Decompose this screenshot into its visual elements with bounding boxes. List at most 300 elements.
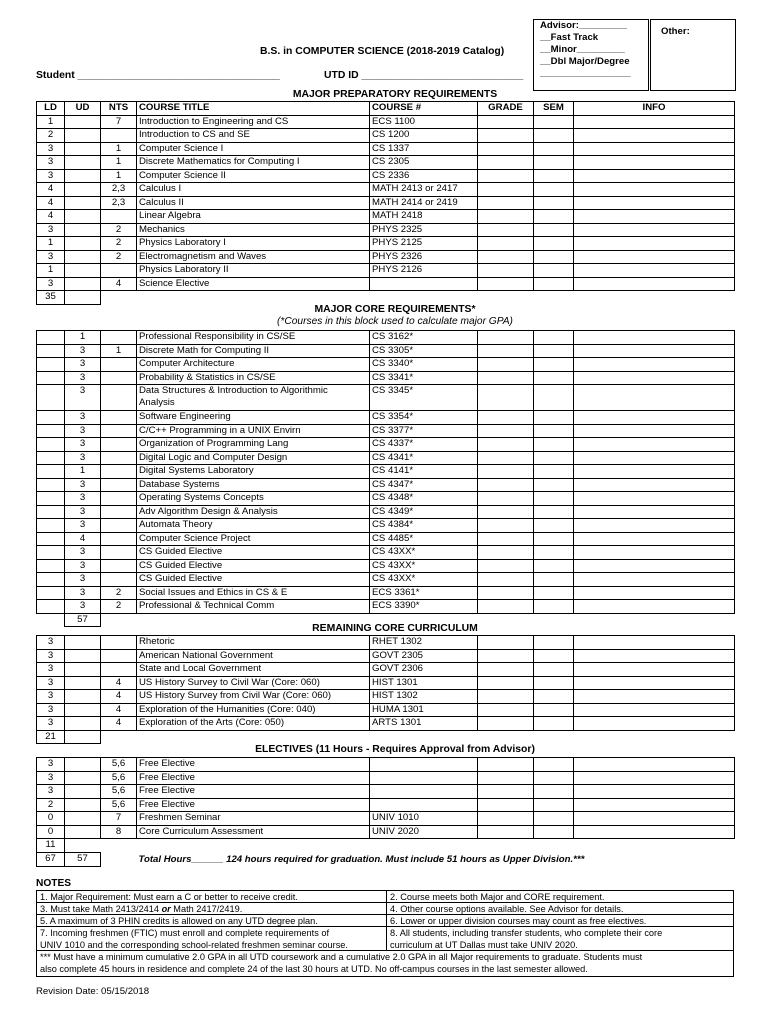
course-number-cell: CS 3341*	[370, 371, 478, 385]
course-number-cell: CS 2305	[370, 156, 478, 170]
sem-cell[interactable]	[534, 573, 574, 587]
blank-cell	[534, 291, 574, 305]
sem-cell[interactable]	[534, 825, 574, 839]
sem-cell[interactable]	[534, 663, 574, 677]
info-cell[interactable]	[574, 703, 735, 717]
sem-cell[interactable]	[534, 478, 574, 492]
blank-cell	[574, 730, 735, 744]
blank-cell	[101, 291, 137, 305]
grade-cell[interactable]	[478, 676, 534, 690]
info-cell[interactable]	[574, 690, 735, 704]
prep-row	[37, 183, 735, 197]
nts-cell	[101, 505, 137, 519]
ld-cell: 3	[37, 250, 65, 264]
info-cell[interactable]	[574, 411, 735, 425]
note-footer-line1: *** Must have a minimum cumulative 2.0 GPA in all UTD coursework and a cumulative 2.0 GPA in all Major requirements to graduate. Students must	[40, 952, 643, 962]
core-row	[37, 586, 735, 600]
core-row	[37, 358, 735, 372]
info-cell[interactable]	[574, 277, 735, 291]
info-cell[interactable]	[574, 717, 735, 731]
ud-cell: 3	[65, 505, 101, 519]
sem-cell[interactable]	[534, 264, 574, 278]
info-cell[interactable]	[574, 331, 735, 345]
blank-cell	[101, 613, 137, 627]
sem-cell[interactable]	[534, 196, 574, 210]
ud-cell	[65, 237, 101, 251]
info-cell[interactable]	[574, 169, 735, 183]
ud-cell	[65, 703, 101, 717]
grade-cell[interactable]	[478, 703, 534, 717]
course-title-cell: Linear Algebra	[137, 210, 370, 224]
core-row	[37, 331, 735, 345]
course-number-cell: UNIV 2020	[370, 825, 478, 839]
prep-row	[37, 277, 735, 291]
note-2: 2. Course meets both Major and CORE requirement.	[386, 890, 734, 903]
grade-cell[interactable]	[478, 505, 534, 519]
remaining-row	[37, 703, 735, 717]
blank-cell	[101, 730, 137, 744]
ud-cell	[65, 264, 101, 278]
grade-cell[interactable]	[478, 636, 534, 650]
sem-cell[interactable]	[534, 237, 574, 251]
sem-cell[interactable]	[534, 559, 574, 573]
nts-cell	[101, 465, 137, 479]
info-cell[interactable]	[574, 492, 735, 506]
nts-cell	[101, 438, 137, 452]
ld-cell: 3	[37, 649, 65, 663]
info-cell[interactable]	[574, 825, 735, 839]
blank-cell	[37, 613, 65, 627]
info-cell[interactable]	[574, 758, 735, 772]
ld-cell	[37, 586, 65, 600]
info-cell[interactable]	[574, 371, 735, 385]
ud-cell: 4	[65, 532, 101, 546]
course-number-cell: MATH 2413 or 2417	[370, 183, 478, 197]
grade-cell[interactable]	[478, 385, 534, 411]
info-cell[interactable]	[574, 424, 735, 438]
sem-cell[interactable]	[534, 465, 574, 479]
note-8-line1: 8. All students, including transfer students, who complete their core	[390, 928, 663, 938]
info-cell[interactable]	[574, 451, 735, 465]
info-cell[interactable]	[574, 771, 735, 785]
note-1: 1. Major Requirement: Must earn a C or better to receive credit.	[36, 890, 387, 903]
sem-cell[interactable]	[534, 223, 574, 237]
course-title-cell: Free Elective	[137, 785, 370, 799]
info-cell[interactable]	[574, 798, 735, 812]
sem-cell[interactable]	[534, 586, 574, 600]
ld-cell	[37, 505, 65, 519]
course-number-cell: CS 3354*	[370, 411, 478, 425]
info-cell[interactable]	[574, 196, 735, 210]
grade-cell[interactable]	[478, 546, 534, 560]
nts-cell: 1	[101, 344, 137, 358]
note-footer	[36, 950, 734, 977]
sem-cell[interactable]	[534, 785, 574, 799]
core-row	[37, 438, 735, 452]
nts-cell: 4	[101, 690, 137, 704]
ud-cell	[65, 156, 101, 170]
course-title-cell: Rhetoric	[137, 636, 370, 650]
grade-cell[interactable]	[478, 649, 534, 663]
grade-cell[interactable]	[478, 438, 534, 452]
sem-cell[interactable]	[534, 519, 574, 533]
notes-title: NOTES	[36, 878, 72, 889]
ud-cell: 3	[65, 519, 101, 533]
blank-cell	[101, 839, 137, 853]
elective-row	[37, 825, 735, 839]
sem-cell[interactable]	[534, 812, 574, 826]
course-title-cell	[137, 385, 370, 411]
sem-cell[interactable]	[534, 115, 574, 129]
sem-cell[interactable]	[534, 277, 574, 291]
prep-row	[37, 250, 735, 264]
sem-cell[interactable]	[534, 385, 574, 411]
sem-cell[interactable]	[534, 546, 574, 560]
info-cell[interactable]	[574, 478, 735, 492]
info-cell[interactable]	[574, 210, 735, 224]
ld-cell: 4	[37, 183, 65, 197]
sem-cell[interactable]	[534, 344, 574, 358]
info-cell[interactable]	[574, 129, 735, 143]
course-number-cell: MATH 2418	[370, 210, 478, 224]
course-title-line2: Analysis	[139, 397, 175, 408]
ud-cell: 3	[65, 438, 101, 452]
ld-cell	[37, 519, 65, 533]
course-title-cell: Operating Systems Concepts	[137, 492, 370, 506]
info-cell[interactable]	[574, 385, 735, 411]
ud-total-cell	[65, 291, 101, 305]
grade-cell[interactable]	[478, 142, 534, 156]
ud-total-cell: 57	[65, 613, 101, 627]
core-row	[37, 344, 735, 358]
remaining-row	[37, 717, 735, 731]
course-title-cell: Probability & Statistics in CS/SE	[137, 371, 370, 385]
course-number-cell: HUMA 1301	[370, 703, 478, 717]
sem-cell[interactable]	[534, 210, 574, 224]
elective-row	[37, 771, 735, 785]
nts-cell: 7	[101, 115, 137, 129]
info-cell[interactable]	[574, 812, 735, 826]
info-cell[interactable]	[574, 237, 735, 251]
prep-row	[37, 156, 735, 170]
info-cell[interactable]	[574, 264, 735, 278]
grade-cell[interactable]	[478, 771, 534, 785]
info-cell[interactable]	[574, 183, 735, 197]
sem-cell[interactable]	[534, 331, 574, 345]
grade-cell[interactable]	[478, 573, 534, 587]
ld-cell	[37, 600, 65, 614]
blank-cell	[534, 730, 574, 744]
grade-cell[interactable]	[478, 210, 534, 224]
blank-cell	[574, 839, 735, 853]
course-title-line1: Data Structures & Introduction to Algorithmic	[139, 385, 328, 396]
info-cell[interactable]	[574, 663, 735, 677]
revision-date: Revision Date: 05/15/2018	[36, 986, 150, 997]
course-number-cell: HIST 1301	[370, 676, 478, 690]
nts-cell	[101, 424, 137, 438]
course-number-cell: CS 3305*	[370, 344, 478, 358]
grade-cell[interactable]	[478, 264, 534, 278]
grade-cell[interactable]	[478, 785, 534, 799]
ld-cell: 3	[37, 676, 65, 690]
core-row	[37, 371, 735, 385]
info-cell[interactable]	[574, 250, 735, 264]
nts-cell	[101, 371, 137, 385]
course-title-cell: Introduction to Engineering and CS	[137, 115, 370, 129]
nts-cell	[101, 264, 137, 278]
grade-cell[interactable]	[478, 717, 534, 731]
info-cell[interactable]	[574, 519, 735, 533]
sem-cell[interactable]	[534, 358, 574, 372]
grade-cell[interactable]	[478, 758, 534, 772]
grade-cell[interactable]	[478, 465, 534, 479]
sem-cell[interactable]	[534, 505, 574, 519]
info-cell[interactable]	[574, 649, 735, 663]
grade-cell[interactable]	[478, 358, 534, 372]
grade-cell[interactable]	[478, 196, 534, 210]
course-title-cell: State and Local Government	[137, 663, 370, 677]
grade-cell[interactable]	[478, 812, 534, 826]
sem-cell[interactable]	[534, 451, 574, 465]
ud-cell	[65, 250, 101, 264]
grade-cell[interactable]	[478, 371, 534, 385]
other-box[interactable]	[650, 19, 736, 91]
grade-cell[interactable]	[478, 424, 534, 438]
info-cell[interactable]	[574, 115, 735, 129]
remaining-section-title: REMAINING CORE CURRICULUM	[312, 623, 478, 634]
blank-cell	[478, 730, 534, 744]
sem-cell[interactable]	[534, 676, 574, 690]
sem-cell[interactable]	[534, 798, 574, 812]
ld-cell	[37, 532, 65, 546]
info-cell[interactable]	[574, 505, 735, 519]
info-cell[interactable]	[574, 142, 735, 156]
grade-cell[interactable]	[478, 156, 534, 170]
grade-cell[interactable]	[478, 411, 534, 425]
course-title-cell: Physics Laboratory I	[137, 237, 370, 251]
info-cell[interactable]	[574, 358, 735, 372]
col-ud: UD	[65, 102, 101, 116]
course-title-cell: Introduction to CS and SE	[137, 129, 370, 143]
grade-cell[interactable]	[478, 690, 534, 704]
info-cell[interactable]	[574, 586, 735, 600]
sem-cell[interactable]	[534, 183, 574, 197]
info-cell[interactable]	[574, 785, 735, 799]
info-cell[interactable]	[574, 546, 735, 560]
sem-cell[interactable]	[534, 438, 574, 452]
grade-cell[interactable]	[478, 478, 534, 492]
nts-cell	[101, 663, 137, 677]
ud-cell: 3	[65, 546, 101, 560]
course-title-cell: Discrete Mathematics for Computing I	[137, 156, 370, 170]
sem-cell[interactable]	[534, 169, 574, 183]
info-cell[interactable]	[574, 600, 735, 614]
ld-cell	[37, 331, 65, 345]
student-label[interactable]: Student ___________________________________	[36, 70, 280, 81]
ud-cell	[65, 223, 101, 237]
blank-cell	[370, 839, 478, 853]
sem-cell[interactable]	[534, 250, 574, 264]
course-number-cell: CS 4337*	[370, 438, 478, 452]
nts-cell	[101, 636, 137, 650]
sem-cell[interactable]	[534, 532, 574, 546]
ud-cell	[65, 183, 101, 197]
sem-cell[interactable]	[534, 424, 574, 438]
ud-cell	[65, 717, 101, 731]
col-num: COURSE #	[370, 102, 478, 116]
note-3-or: or	[161, 904, 171, 914]
sem-cell[interactable]	[534, 649, 574, 663]
grade-cell[interactable]	[478, 798, 534, 812]
grade-cell[interactable]	[478, 451, 534, 465]
sem-cell[interactable]	[534, 129, 574, 143]
nts-cell	[101, 210, 137, 224]
ud-cell	[65, 129, 101, 143]
course-number-cell: CS 3162*	[370, 331, 478, 345]
blank-cell	[137, 839, 370, 853]
remaining-row	[37, 690, 735, 704]
course-title-cell: Physics Laboratory II	[137, 264, 370, 278]
ud-cell	[65, 798, 101, 812]
info-cell[interactable]	[574, 465, 735, 479]
ud-total-cell	[65, 730, 101, 744]
course-number-cell: ECS 1100	[370, 115, 478, 129]
ld-cell: 3	[37, 223, 65, 237]
col-nts: NTS	[101, 102, 137, 116]
info-cell[interactable]	[574, 223, 735, 237]
grade-cell[interactable]	[478, 600, 534, 614]
grade-cell[interactable]	[478, 519, 534, 533]
sem-cell[interactable]	[534, 703, 574, 717]
sem-cell[interactable]	[534, 600, 574, 614]
grade-cell[interactable]	[478, 250, 534, 264]
ud-cell: 3	[65, 344, 101, 358]
prep-row	[37, 264, 735, 278]
ud-cell: 3	[65, 600, 101, 614]
course-number-cell: PHYS 2126	[370, 264, 478, 278]
note-6: 6. Lower or upper division courses may count as free electives.	[386, 914, 734, 927]
ud-cell	[65, 690, 101, 704]
info-cell[interactable]	[574, 636, 735, 650]
ld-cell: 3	[37, 703, 65, 717]
course-title-cell: Social Issues and Ethics in CS & E	[137, 586, 370, 600]
grade-cell[interactable]	[478, 663, 534, 677]
grade-cell[interactable]	[478, 586, 534, 600]
info-cell[interactable]	[574, 573, 735, 587]
sem-cell[interactable]	[534, 411, 574, 425]
note-4: 4. Other course options available. See Advisor for details.	[386, 902, 734, 915]
grade-cell[interactable]	[478, 492, 534, 506]
sem-cell[interactable]	[534, 758, 574, 772]
grade-cell[interactable]	[478, 559, 534, 573]
info-cell[interactable]	[574, 559, 735, 573]
ud-cell	[65, 676, 101, 690]
sem-cell[interactable]	[534, 371, 574, 385]
elective-subtotal-row	[37, 839, 735, 853]
grade-cell[interactable]	[478, 129, 534, 143]
core-row	[37, 546, 735, 560]
col-ld: LD	[37, 102, 65, 116]
nts-cell	[101, 519, 137, 533]
sem-cell[interactable]	[534, 142, 574, 156]
ld-cell	[37, 358, 65, 372]
info-cell[interactable]	[574, 156, 735, 170]
nts-cell: 2	[101, 586, 137, 600]
other-label: Other:	[661, 26, 690, 37]
info-cell[interactable]	[574, 438, 735, 452]
course-title-cell: Organization of Programming Lang	[137, 438, 370, 452]
sem-cell[interactable]	[534, 636, 574, 650]
note-5: 5. A maximum of 3 PHIN credits is allowed on any UTD degree plan.	[36, 914, 387, 927]
course-title-cell: Professional Responsibility in CS/SE	[137, 331, 370, 345]
nts-cell: 1	[101, 169, 137, 183]
nts-cell	[101, 129, 137, 143]
column-header-row	[37, 102, 735, 116]
sem-cell[interactable]	[534, 717, 574, 731]
grade-cell[interactable]	[478, 277, 534, 291]
nts-cell: 4	[101, 676, 137, 690]
utd-id-label[interactable]: UTD ID ____________________________	[324, 70, 524, 81]
ud-cell	[65, 169, 101, 183]
course-number-cell: PHYS 2125	[370, 237, 478, 251]
ud-cell: 1	[65, 331, 101, 345]
note-3-b: Math 2417/2419.	[170, 904, 243, 914]
ud-cell	[65, 758, 101, 772]
ld-cell: 2	[37, 129, 65, 143]
ud-cell	[65, 115, 101, 129]
grade-cell[interactable]	[478, 223, 534, 237]
ud-cell	[65, 142, 101, 156]
nts-cell	[101, 532, 137, 546]
note-8-line2: curriculum at UT Dallas must take UNIV 2020.	[390, 940, 578, 950]
grade-cell[interactable]	[478, 115, 534, 129]
info-cell[interactable]	[574, 344, 735, 358]
grade-cell[interactable]	[478, 532, 534, 546]
advisor-box[interactable]	[533, 19, 649, 91]
nts-cell	[101, 546, 137, 560]
course-number-cell: PHYS 2326	[370, 250, 478, 264]
info-cell[interactable]	[574, 676, 735, 690]
core-row	[37, 600, 735, 614]
nts-cell: 2	[101, 237, 137, 251]
sem-cell[interactable]	[534, 690, 574, 704]
course-title-cell: American National Government	[137, 649, 370, 663]
blank-cell	[478, 291, 534, 305]
ud-cell	[65, 825, 101, 839]
info-cell[interactable]	[574, 532, 735, 546]
core-row	[37, 451, 735, 465]
grade-cell[interactable]	[478, 331, 534, 345]
core-row	[37, 505, 735, 519]
sem-cell[interactable]	[534, 156, 574, 170]
elective-row	[37, 812, 735, 826]
grade-cell[interactable]	[478, 169, 534, 183]
sem-cell[interactable]	[534, 771, 574, 785]
prep-section-title: MAJOR PREPARATORY REQUIREMENTS	[292, 89, 498, 100]
ld-cell	[37, 371, 65, 385]
grade-cell[interactable]	[478, 183, 534, 197]
grade-cell[interactable]	[478, 237, 534, 251]
notes-box	[36, 890, 734, 978]
note-3-a: 3. Must take Math 2413/2414	[40, 904, 162, 914]
grade-cell[interactable]	[478, 825, 534, 839]
ud-cell: 3	[65, 586, 101, 600]
ud-cell	[65, 196, 101, 210]
grade-cell[interactable]	[478, 344, 534, 358]
ld-cell	[37, 424, 65, 438]
sem-cell[interactable]	[534, 492, 574, 506]
course-number-cell	[370, 798, 478, 812]
